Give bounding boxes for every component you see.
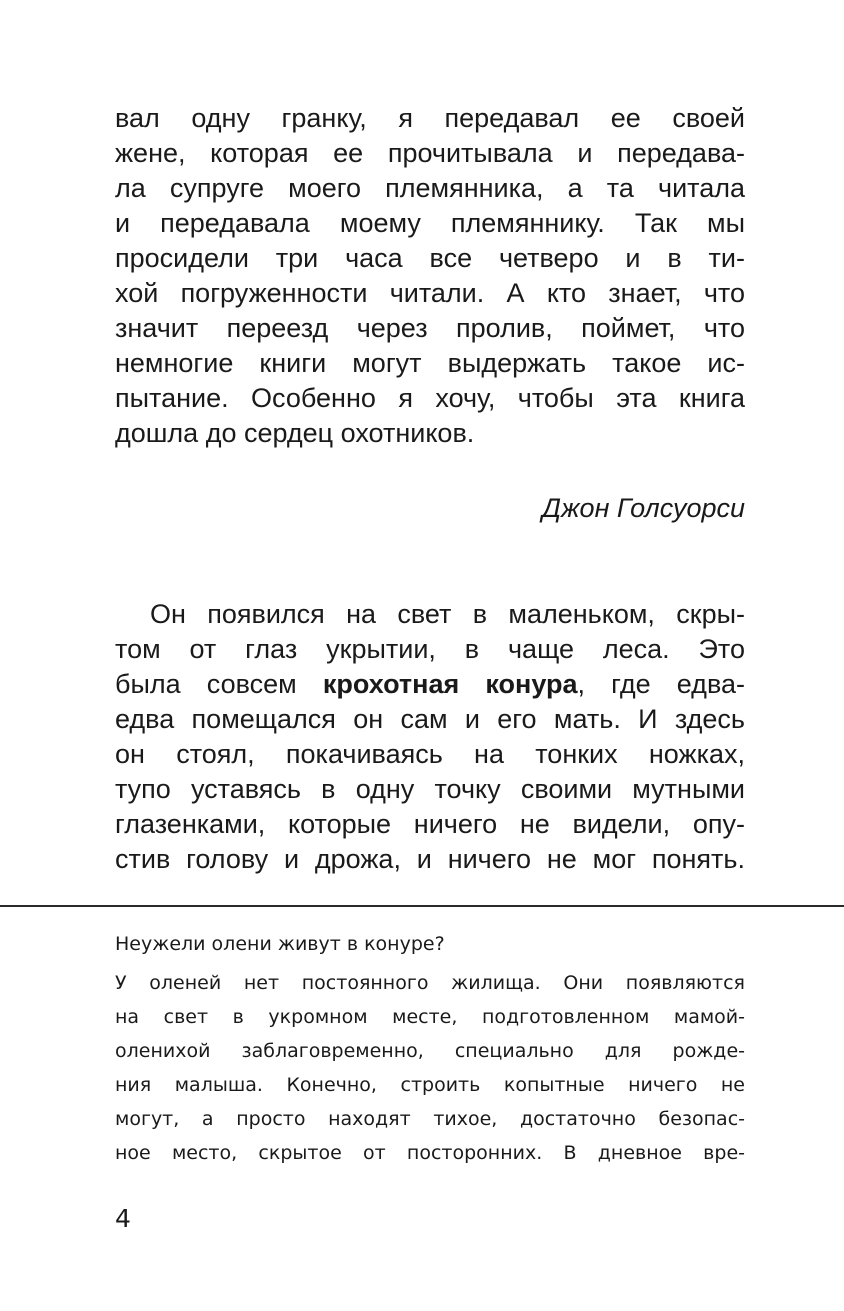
text-line: едва помещался он сам и его мать. И здесь [115, 704, 745, 734]
text-line: могут, а просто находят тихое, достаточно безопас- [115, 1108, 745, 1130]
author-signature: Джон Голсуорси [541, 493, 745, 523]
text-line: и передавала моему племяннику. Так мы [115, 208, 745, 238]
text-line: дошла до сердец охотников. [115, 418, 475, 448]
paragraph-preface-end [115, 101, 745, 451]
text-line: тупо уставясь в одну точку своими мутными [115, 774, 745, 804]
text-line: хой погруженности читали. А кто знает, что [115, 278, 745, 308]
text-line: ния малыша. Конечно, строить копытные ничего не [115, 1074, 745, 1096]
text-line: Он появился на свет в маленьком, скры- [150, 599, 745, 629]
text-line: пытание. Особенно я хочу, чтобы эта книга [115, 383, 745, 413]
text-fragment: , где едва- [577, 669, 745, 699]
text-line: глазенками, которые ничего не видели, опу- [115, 809, 745, 839]
section-divider [0, 905, 844, 907]
text-fragment: была совсем [115, 669, 323, 699]
note-question: Неужели олени живут в конуре? [115, 933, 445, 955]
text-line: У оленей нет постоянного жилища. Они появляются [115, 972, 745, 994]
note-answer [115, 966, 745, 1170]
text-line: том от глаз укрытии, в чаще леса. Это [115, 634, 745, 664]
bold-keyword: крохотная конура [322, 669, 578, 699]
text-line: вал одну гранку, я передавал ее своей [115, 103, 745, 133]
text-line: жене, которая ее прочитывала и передава- [115, 138, 745, 168]
text-line: стив голову и дрожа, и ничего не мог понять. [115, 844, 745, 874]
text-line: на свет в укромном месте, подготовленном мамой- [115, 1006, 745, 1028]
paragraph-story-start [115, 597, 745, 877]
text-line-with-highlight [115, 667, 745, 702]
text-line: он стоял, покачиваясь на тонких ножках, [115, 739, 745, 769]
text-line: ла супруге моего племянника, а та читала [115, 173, 745, 203]
text-line: оленихой заблаговременно, специально для рожде- [115, 1040, 745, 1062]
text-line: значит переезд через пролив, поймет, что [115, 313, 745, 343]
text-line: просидели три часа все четверо и в ти- [115, 243, 745, 273]
text-line: немногие книги могут выдержать такое ис- [115, 348, 745, 378]
text-line: ное место, скрытое от посторонних. В дневное вре- [115, 1142, 745, 1164]
page-number: 4 [115, 1204, 131, 1233]
